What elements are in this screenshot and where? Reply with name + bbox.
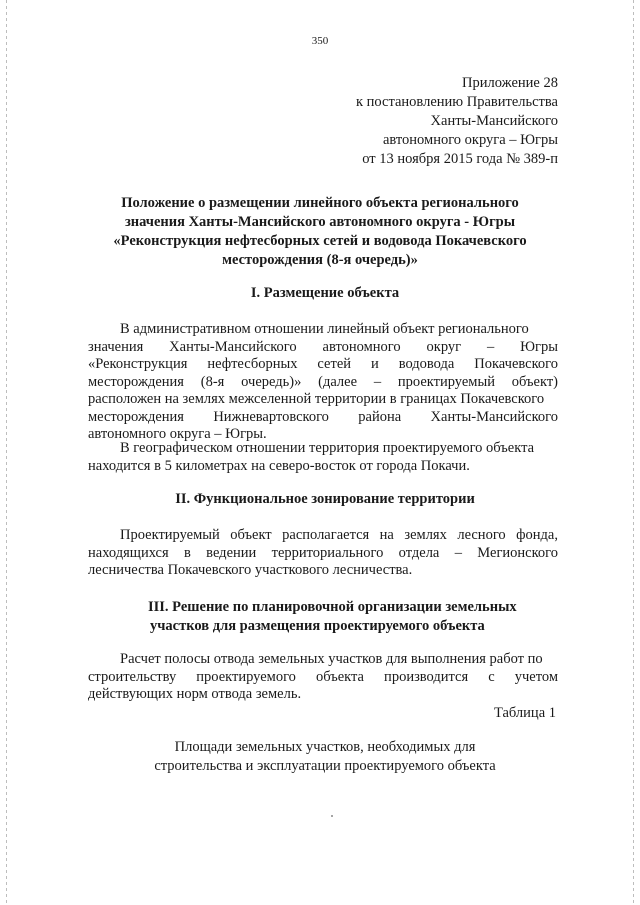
paragraph-line: В географическом отношении территория проектируемого объекта — [120, 440, 535, 456]
paragraph-planning — [88, 651, 558, 704]
appendix-line: Ханты-Мансийского — [430, 113, 558, 129]
document-title — [90, 194, 550, 270]
table-label: Таблица 1 — [493, 705, 556, 721]
section-heading-zoning: II. Функциональное зонирование территории — [175, 491, 475, 507]
appendix-line: к постановлению Правительства — [356, 94, 558, 110]
paragraph-line: В административном отношении линейный объект регионального — [120, 321, 529, 337]
paragraph-line: автономного округа – Югры. — [88, 426, 267, 442]
caption-line: Площади земельных участков, необходимых для — [174, 739, 476, 755]
section-heading-planning — [148, 598, 568, 636]
page-number: 350 — [311, 35, 329, 47]
appendix-line: Приложение 28 — [462, 75, 558, 91]
paragraph-line: находящихся в ведении территориального отдела – Мегионского — [88, 544, 558, 561]
paragraph-line: «Реконструкция нефтесборных сетей и водовода Покачевского — [88, 356, 558, 372]
title-line: Положение о размещении линейного объекта регионального — [121, 195, 519, 211]
paragraph-line: находится в 5 километрах на северо-восток от города Покачи. — [88, 457, 470, 474]
paragraph-placement-geo — [88, 440, 558, 475]
paragraph-line: действующих норм отвода земель. — [88, 686, 302, 702]
scan-speck — [331, 815, 333, 817]
paragraph-zoning — [88, 527, 558, 580]
section-heading-placement: I. Размещение объекта — [250, 285, 400, 301]
title-line: месторождения (8-я очередь)» — [222, 252, 418, 268]
paragraph-line: Проектируемый объект располагается на землях лесного фонда, — [120, 527, 558, 543]
appendix-block — [356, 74, 558, 169]
paragraph-line: лесничества Покачевского участкового лесничества. — [88, 562, 413, 578]
appendix-line: от 13 ноября 2015 года № 389-п — [362, 151, 558, 167]
title-line: значения Ханты-Мансийского автономного округа - Югры — [124, 214, 516, 230]
paragraph-line: месторождения Нижневартовского района Ханты-Мансийского — [88, 408, 558, 425]
paragraph-line: значения Ханты-Мансийского автономного округ – Югры — [88, 338, 558, 355]
paragraph-line: месторождения (8-я очередь)» (далее – проектируемый объект) — [88, 373, 558, 390]
table-caption — [90, 738, 560, 776]
scan-edge-right — [633, 0, 634, 905]
heading-line: III. Решение по планировочной организации земельных — [148, 599, 517, 615]
paragraph-placement-admin — [88, 321, 558, 444]
appendix-line: автономного округа – Югры — [382, 132, 558, 148]
paragraph-line: расположен на землях межселенной территории в границах Покачевского — [88, 391, 545, 407]
scan-edge-left — [6, 0, 7, 905]
paragraph-line: строительству проектируемого объекта производится с учетом — [88, 668, 558, 685]
paragraph-line: Расчет полосы отвода земельных участков для выполнения работ по — [120, 651, 543, 667]
heading-line: участков для размещения проектируемого объекта — [150, 618, 485, 634]
title-line: «Реконструкция нефтесборных сетей и водовода Покачевского — [113, 233, 527, 249]
caption-line: строительства и эксплуатации проектируемого объекта — [154, 758, 496, 774]
